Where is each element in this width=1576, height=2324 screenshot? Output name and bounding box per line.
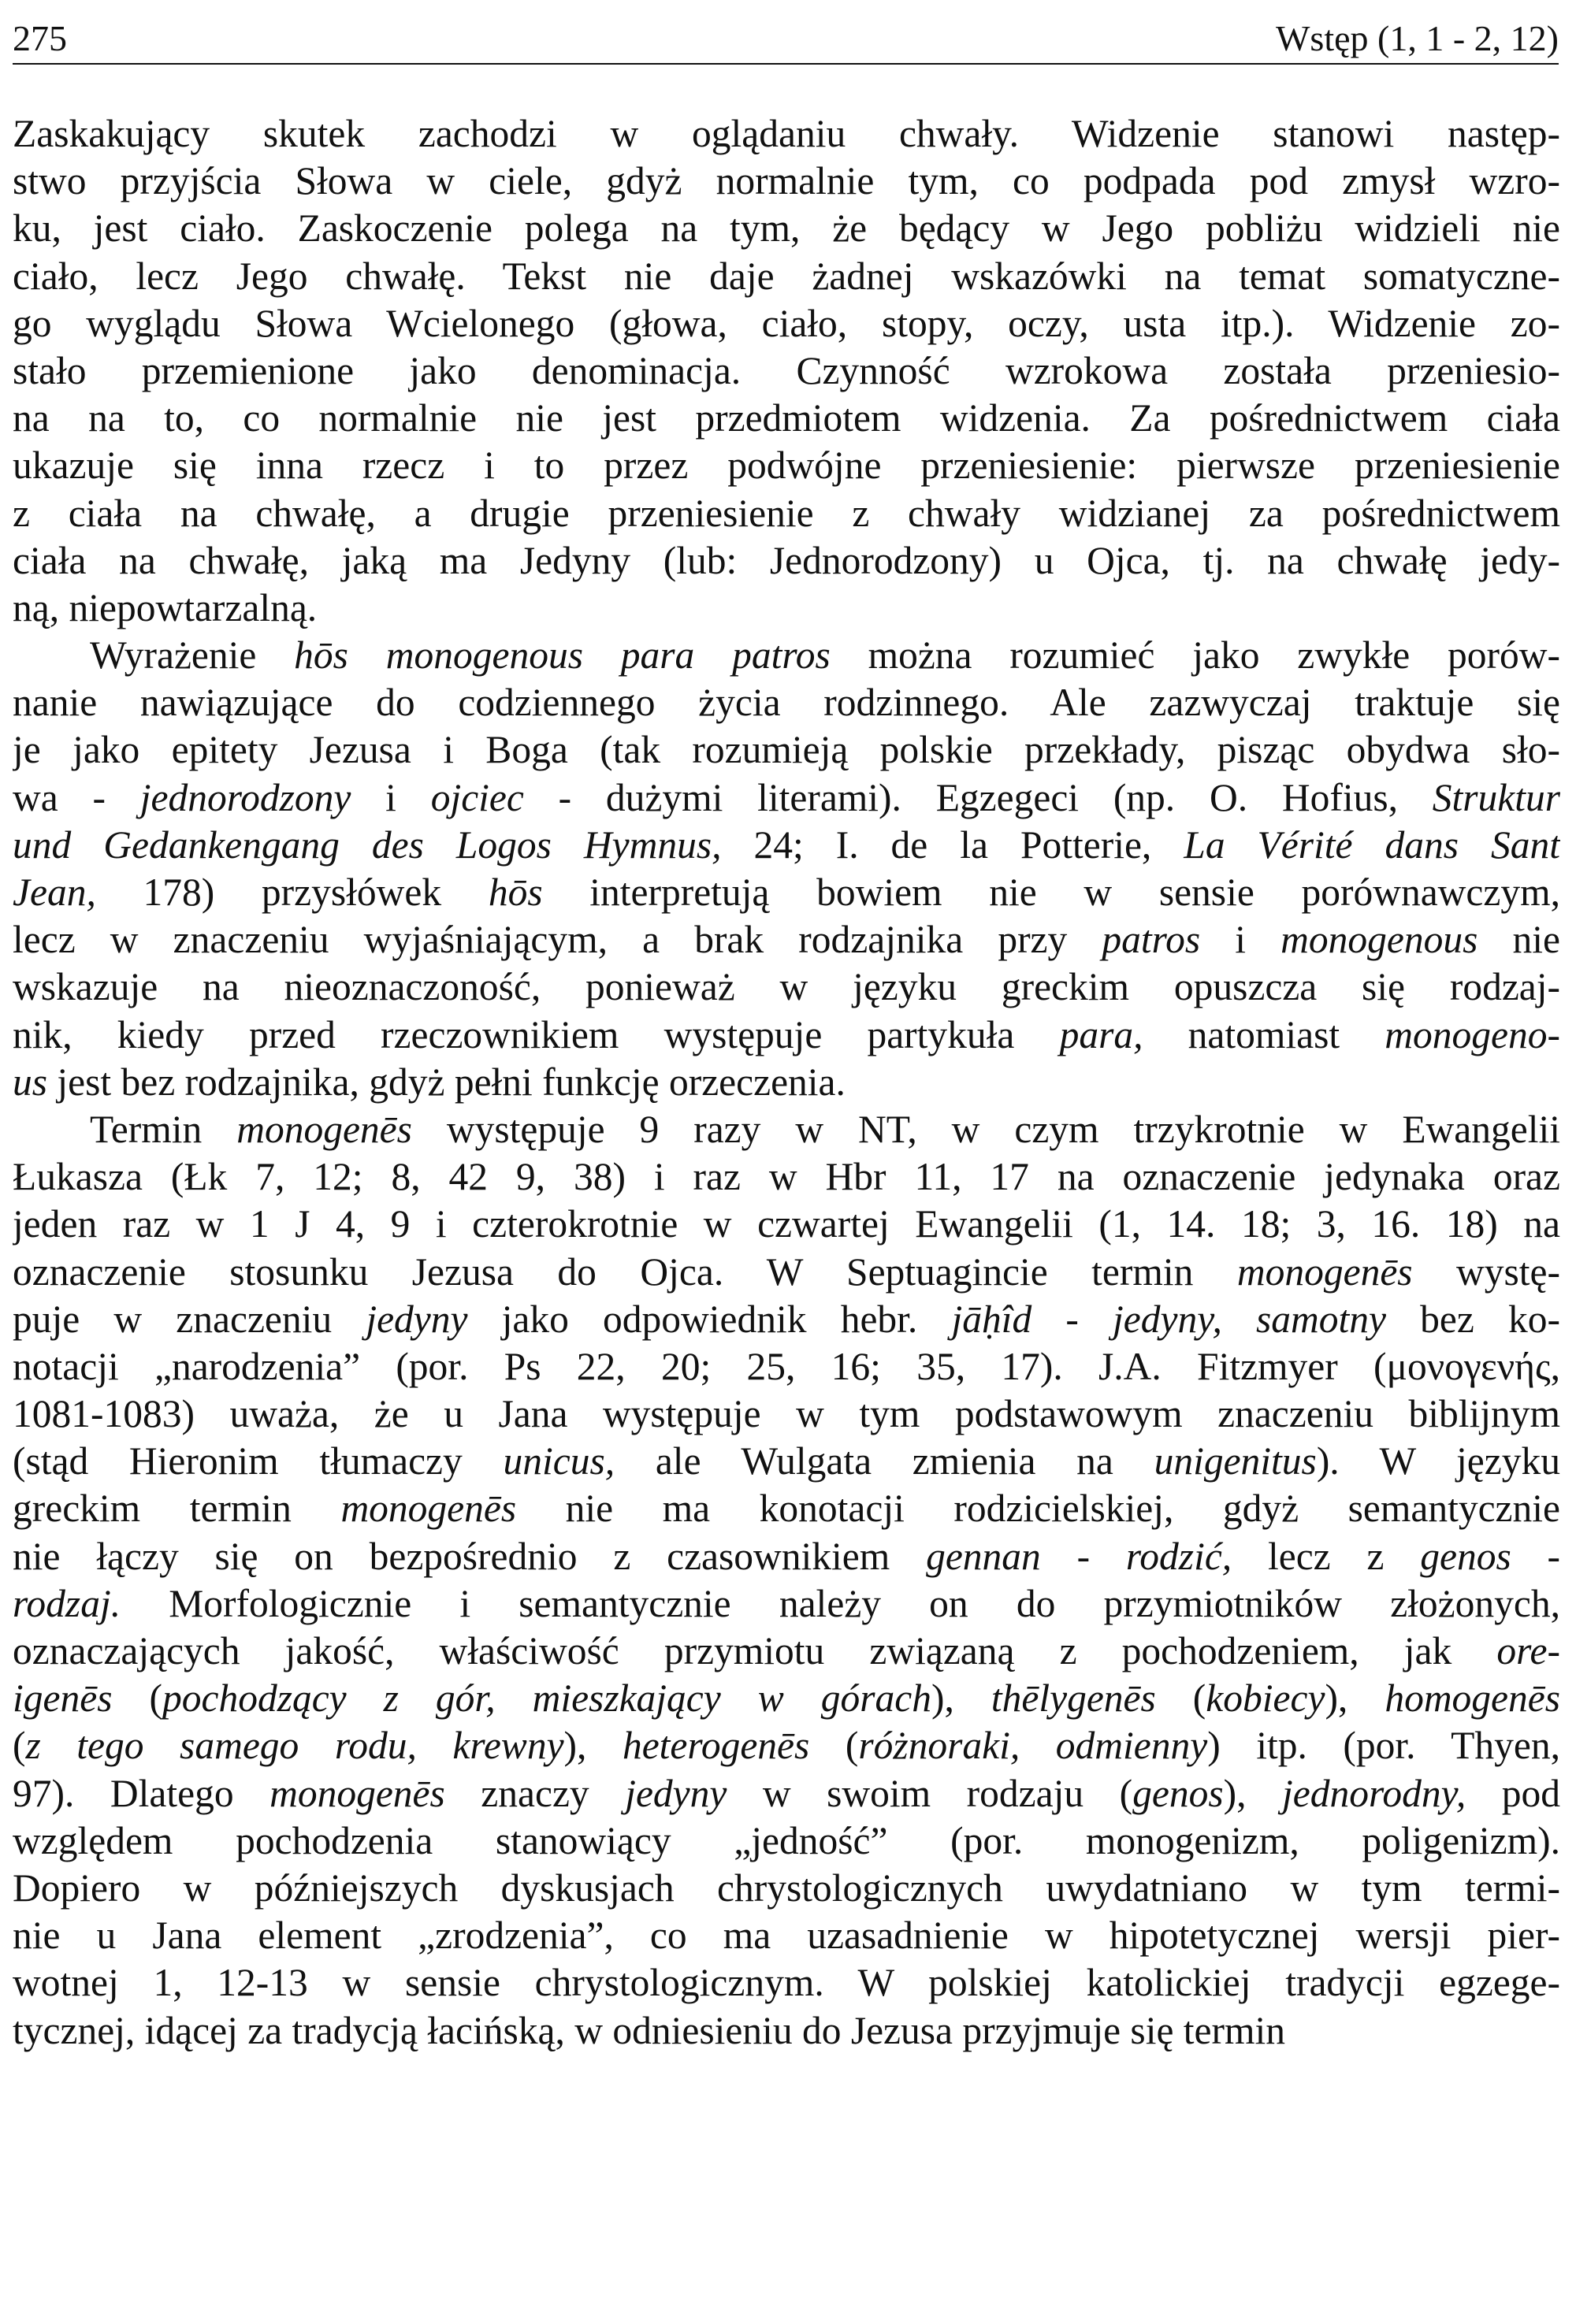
italic-text: ojciec — [430, 775, 524, 819]
italic-text: jedyny — [625, 1771, 727, 1815]
text-run: Łukasza (Łk 7, 12; 8, 42 9, 38) i raz w Hbr 11, 17 na oznaczenie jedynaka oraz — [13, 1155, 1560, 1199]
text-line — [13, 158, 1560, 205]
text-line — [13, 869, 1560, 916]
italic-text: ore- — [1496, 1629, 1560, 1672]
text-run: jeden raz w 1 J 4, 9 i czterokrotnie w czwartej Ewangelii (1, 14. 18; 3, 16. 18) na — [13, 1202, 1560, 1246]
italic-text: igenēs — [13, 1676, 113, 1721]
text-line — [13, 205, 1560, 252]
italic-text: monogenēs — [269, 1771, 445, 1815]
italic-text: jednorodzony — [139, 775, 351, 819]
text-run: jest bez rodzajnika, gdyż pełni funkcję orzeczenia. — [47, 1060, 846, 1104]
italic-text: jāḥîd - jedyny, samotny — [951, 1297, 1386, 1341]
text-line — [13, 1865, 1560, 1912]
text-line — [13, 1485, 1560, 1532]
text-run: występuje 9 razy w NT, w czym trzykrotnie w Ewangelii — [411, 1107, 1560, 1151]
italic-text: monogenous — [1280, 918, 1478, 962]
text-run: ( — [809, 1724, 859, 1768]
text-line — [13, 726, 1560, 774]
italic-text: kobiecy — [1206, 1676, 1325, 1721]
italic-text: hōs monogenous para patros — [294, 633, 831, 678]
text-line — [13, 1201, 1560, 1248]
text-run: ( — [112, 1676, 162, 1721]
text-run: znaczy — [444, 1771, 626, 1815]
text-run: ), — [563, 1724, 623, 1768]
italic-text: genos — [1132, 1771, 1224, 1815]
italic-text: hōs — [488, 871, 543, 914]
text-run: ciała na chwałę, jaką ma Jedyny (lub: Jednorodzony) u Ojca, tj. na chwałę jedy- — [13, 538, 1560, 582]
text-run: greckim termin — [13, 1487, 341, 1531]
italic-text: para, — [1059, 1012, 1143, 1056]
italic-text: und Gedankengang des Logos Hymnus, — [13, 822, 722, 867]
text-run: nanie nawiązujące do codziennego życia rodzinnego. Ale zazwyczaj traktuje się — [13, 681, 1560, 725]
italic-text: Jean, — [13, 871, 96, 914]
italic-text: monogenēs — [236, 1107, 412, 1151]
text-run: wotnej 1, 12-13 w sensie chrystologicznym. W polskiej katolickiej tradycji egzege- — [13, 1961, 1560, 2005]
text-line — [13, 1675, 1560, 1722]
text-run: go wyglądu Słowa Wcielonego (głowa, ciało, stopy, oczy, usta itp.). Widzenie zo- — [13, 301, 1560, 345]
text-run: wystę- — [1412, 1249, 1560, 1294]
text-run: tycznej, idącej za tradycją łacińską, w odniesieniu do Jezusa przyjmuje się termin — [13, 2008, 1286, 2052]
text-run: ku, jest ciało. Zaskoczenie polega na tym, że będący w Jego pobliżu widzieli nie — [13, 206, 1560, 251]
text-line — [13, 822, 1560, 869]
text-run: nie łączy się on bezpośrednio z czasownikiem — [13, 1534, 927, 1578]
text-line — [13, 1343, 1560, 1390]
italic-text: jednorodny, — [1281, 1771, 1466, 1815]
italic-text: unigenitus — [1154, 1439, 1317, 1483]
text-line — [13, 632, 1560, 679]
page-header — [13, 14, 1559, 65]
text-run: ), — [1325, 1676, 1385, 1721]
text-line — [13, 253, 1560, 300]
italic-text: pochodzący z gór, mieszkający w górach — [162, 1676, 932, 1721]
text-line — [13, 537, 1560, 585]
text-run: interpretują bowiem nie w sensie porównawczym, — [542, 871, 1560, 914]
italic-text: różnoraki, odmienny — [858, 1724, 1208, 1768]
text-run: można rozumieć jako zwykłe porów- — [830, 633, 1560, 678]
italic-text: rodzaj. — [13, 1581, 121, 1625]
text-line — [13, 1012, 1560, 1059]
text-line — [13, 395, 1560, 442]
italic-text: monogenēs — [1236, 1249, 1413, 1294]
text-run: 178) przysłówek — [95, 871, 489, 914]
text-run: ciało, lecz Jego chwałę. Tekst nie daje żadnej wskazówki na temat somatyczne- — [13, 254, 1560, 298]
text-run: (stąd Hieronim tłumaczy — [13, 1439, 504, 1483]
text-line — [13, 1817, 1560, 1865]
text-run: 24; I. de la Potterie, — [721, 822, 1184, 867]
text-run: 1081-1083) uważa, że u Jana występuje w tym podstawowym znaczeniu biblijnym — [13, 1392, 1560, 1436]
text-run: ), — [1223, 1771, 1282, 1815]
italic-text: heterogenēs — [622, 1724, 810, 1768]
text-run: lecz z — [1232, 1534, 1421, 1578]
text-line — [13, 679, 1560, 726]
text-line — [13, 1249, 1560, 1296]
italic-text: gennan - rodzić, — [926, 1534, 1232, 1578]
text-run: jako odpowiednik hebr. — [467, 1297, 952, 1341]
italic-text: thēlygenēs — [991, 1676, 1156, 1721]
italic-text: homogenēs — [1385, 1676, 1560, 1721]
text-run: ukazuje się inna rzecz i to przez podwójne przeniesienie: pierwsze przeniesienie — [13, 444, 1560, 488]
text-run: - dużymi literami). Egzegeci (np. O. Hofius, — [523, 775, 1433, 819]
text-run: ną, niepowtarzalną. — [13, 585, 318, 629]
italic-text: z tego samego rodu, krewny — [25, 1724, 564, 1768]
text-run: nik, kiedy przed rzeczownikiem występuje partykuła — [13, 1012, 1060, 1056]
text-run: i — [351, 775, 431, 819]
text-run: z ciała na chwałę, a drugie przeniesienie z chwały widzianej za pośrednictwem — [13, 491, 1560, 535]
text-run: ale Wulgata zmienia na — [615, 1439, 1154, 1483]
text-run: oznaczających jakość, właściwość przymiotu związaną z pochodzeniem, jak — [13, 1629, 1497, 1672]
text-line — [13, 347, 1560, 395]
text-run: oznaczenie stosunku Jezusa do Ojca. W Septuagincie termin — [13, 1249, 1237, 1294]
page-number: 275 — [13, 18, 67, 58]
text-line — [13, 2007, 1560, 2055]
text-line — [13, 916, 1560, 963]
italic-text: jedyny — [366, 1297, 468, 1341]
italic-text: us — [13, 1060, 48, 1104]
text-run: Termin — [90, 1107, 237, 1151]
text-run: względem pochodzenia stanowiący „jedność” (por. monogenizm, poligenizm). — [13, 1818, 1560, 1862]
text-run: nie — [1478, 918, 1560, 962]
text-run: nie u Jana element „zrodzenia”, co ma uzasadnienie w hipotetycznej wersji pier- — [13, 1914, 1560, 1958]
text-run: lecz w znaczeniu wyjaśniającym, a brak rodzajnika przy — [13, 918, 1102, 962]
text-line — [13, 1722, 1560, 1769]
text-run: bez ko- — [1386, 1297, 1560, 1341]
body-text — [13, 110, 1560, 2055]
text-run: Zaskakujący skutek zachodzi w oglądaniu chwały. Widzenie stanowi następ- — [13, 112, 1560, 155]
text-line — [13, 1912, 1560, 1959]
text-run: Morfologicznie i semantycznie należy on do przymiotników złożonych, — [121, 1581, 1560, 1625]
italic-text: unicus, — [503, 1439, 615, 1483]
text-run: i — [1200, 918, 1281, 962]
italic-text: monogeno- — [1385, 1012, 1560, 1056]
text-line — [13, 300, 1560, 347]
text-line — [13, 442, 1560, 489]
running-title: Wstęp (1, 1 - 2, 12) — [1276, 18, 1559, 58]
text-run: na na to, co normalnie nie jest przedmiotem widzenia. Za pośrednictwem ciała — [13, 396, 1560, 440]
text-run: Dopiero w późniejszych dyskusjach chrystologicznych uwydatniano w tym termi- — [13, 1866, 1560, 1910]
text-run: je jako epitety Jezusa i Boga (tak rozumieją polskie przekłady, pisząc obydwa sło- — [13, 728, 1560, 772]
text-line — [13, 490, 1560, 537]
text-line — [13, 1628, 1560, 1675]
text-line — [13, 585, 1560, 632]
text-line — [13, 1533, 1560, 1580]
text-line — [13, 1580, 1560, 1628]
italic-text: patros — [1102, 918, 1201, 962]
text-line — [13, 1106, 1560, 1153]
text-line — [13, 1770, 1560, 1817]
text-run: stwo przyjścia Słowa w ciele, gdyż normalnie tym, co podpada pod zmysł wzro- — [13, 159, 1560, 203]
text-line — [13, 1438, 1560, 1485]
text-run: wa - — [13, 775, 140, 819]
text-run: w swoim rodzaju ( — [727, 1771, 1133, 1815]
italic-text: Struktur — [1432, 775, 1560, 819]
italic-text: La Vérité dans Sant — [1184, 822, 1560, 867]
text-run: wskazuje na nieoznaczoność, ponieważ w języku greckim opuszcza się rodzaj- — [13, 965, 1560, 1009]
text-run: 97). Dlatego — [13, 1771, 270, 1815]
italic-text: monogenēs — [340, 1487, 517, 1531]
text-run: ), — [931, 1676, 991, 1721]
text-run: Wyrażenie — [90, 633, 295, 678]
text-line — [13, 1153, 1560, 1201]
text-line — [13, 1390, 1560, 1438]
text-run: ( — [1155, 1676, 1206, 1721]
text-line — [13, 110, 1560, 158]
text-run: puje w znaczeniu — [13, 1297, 366, 1341]
text-line — [13, 963, 1560, 1011]
text-run: pod — [1466, 1771, 1560, 1815]
text-run: nie ma konotacji rodzicielskiej, gdyż semantycznie — [516, 1487, 1560, 1531]
text-run: natomiast — [1143, 1012, 1385, 1056]
text-run: ) itp. (por. Thyen, — [1207, 1724, 1560, 1768]
text-run: notacji „narodzenia” (por. Ps 22, 20; 25, 16; 35, 17). J.A. Fitzmyer (μονογενής, — [13, 1344, 1560, 1388]
text-line — [13, 1296, 1560, 1343]
text-line — [13, 1059, 1560, 1106]
text-run: ( — [13, 1724, 26, 1768]
text-line — [13, 1959, 1560, 2007]
italic-text: genos - — [1420, 1534, 1560, 1578]
text-run: ). W języku — [1316, 1439, 1560, 1483]
text-line — [13, 774, 1560, 822]
text-run: stało przemienione jako denominacja. Czynność wzrokowa została przeniesio- — [13, 348, 1560, 392]
